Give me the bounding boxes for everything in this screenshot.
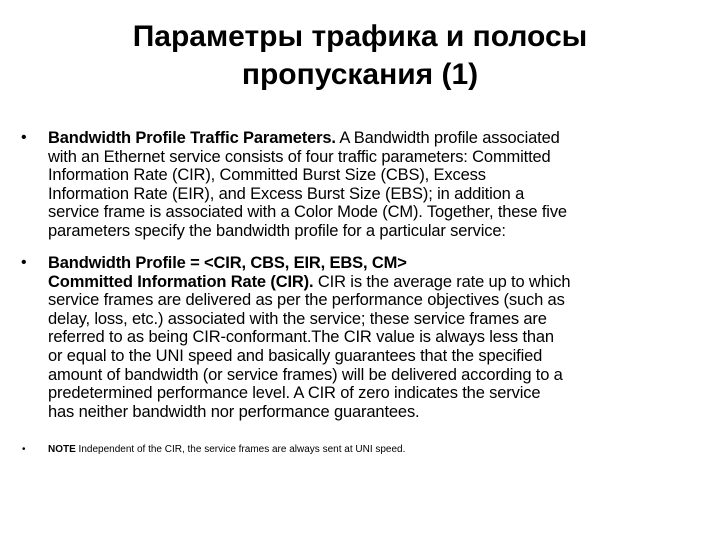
bullet-line <box>48 273 690 292</box>
bullet-line: predetermined performance level. A CIR of zero indicates the service <box>48 384 541 403</box>
bullet-line: has neither bandwidth nor performance guarantees. <box>48 402 420 421</box>
bullet-line: referred to as being CIR-conformant.The CIR value is always less than <box>48 328 554 347</box>
text-span: A Bandwidth profile associated <box>335 129 560 147</box>
bullet-line: parameters specify the bandwidth profile for a particular service: <box>48 221 506 240</box>
bold-label: Committed Information Rate (CIR). <box>48 272 314 291</box>
slide-title-line-2: пропускания (1) <box>241 58 479 91</box>
bullet-dot-icon: • <box>21 254 27 271</box>
bold-label: Bandwidth Profile Traffic Parameters. <box>48 129 336 147</box>
bullet-item-note <box>22 443 690 457</box>
bullet-line: service frame is associated with a Color Mode (CM). Together, these five <box>48 203 567 222</box>
bullet-line: or equal to the UNI speed and basically guarantees that the specified <box>48 346 543 365</box>
bullet-item-bandwidth-profile <box>21 254 690 421</box>
bullet-dot-icon: • <box>22 444 26 455</box>
bullet-item-bandwidth-parameters <box>21 129 690 241</box>
bullet-line <box>48 254 690 273</box>
text-span: CIR is the average rate up to which <box>313 272 571 291</box>
bullet-line: with an Ethernet service consists of four traffic parameters: Committed <box>48 147 551 166</box>
bullet-line: Information Rate (EIR), and Excess Burst Size (EBS); in addition a <box>48 184 525 203</box>
note-label: NOTE <box>48 444 76 455</box>
bullet-line: delay, loss, etc.) associated with the service; these service frames are <box>48 309 547 328</box>
slide-title-line-1: Параметры трафика и полосы <box>132 20 588 53</box>
formula-label: Bandwidth Profile = <CIR, CBS, EIR, EBS, CM> <box>48 254 407 272</box>
bullet-line: Information Rate (CIR), Committed Burst Size (CBS), Excess <box>48 166 486 185</box>
bullet-line <box>48 129 690 148</box>
bullet-line: service frames are delivered as per the performance objectives (such as <box>48 291 565 310</box>
text-span: Independent of the CIR, the service frames are always sent at UNI speed. <box>75 444 406 455</box>
bullet-dot-icon: • <box>21 129 27 146</box>
bullet-line <box>48 443 690 457</box>
bullet-line: amount of bandwidth (or service frames) will be delivered according to a <box>48 365 563 384</box>
